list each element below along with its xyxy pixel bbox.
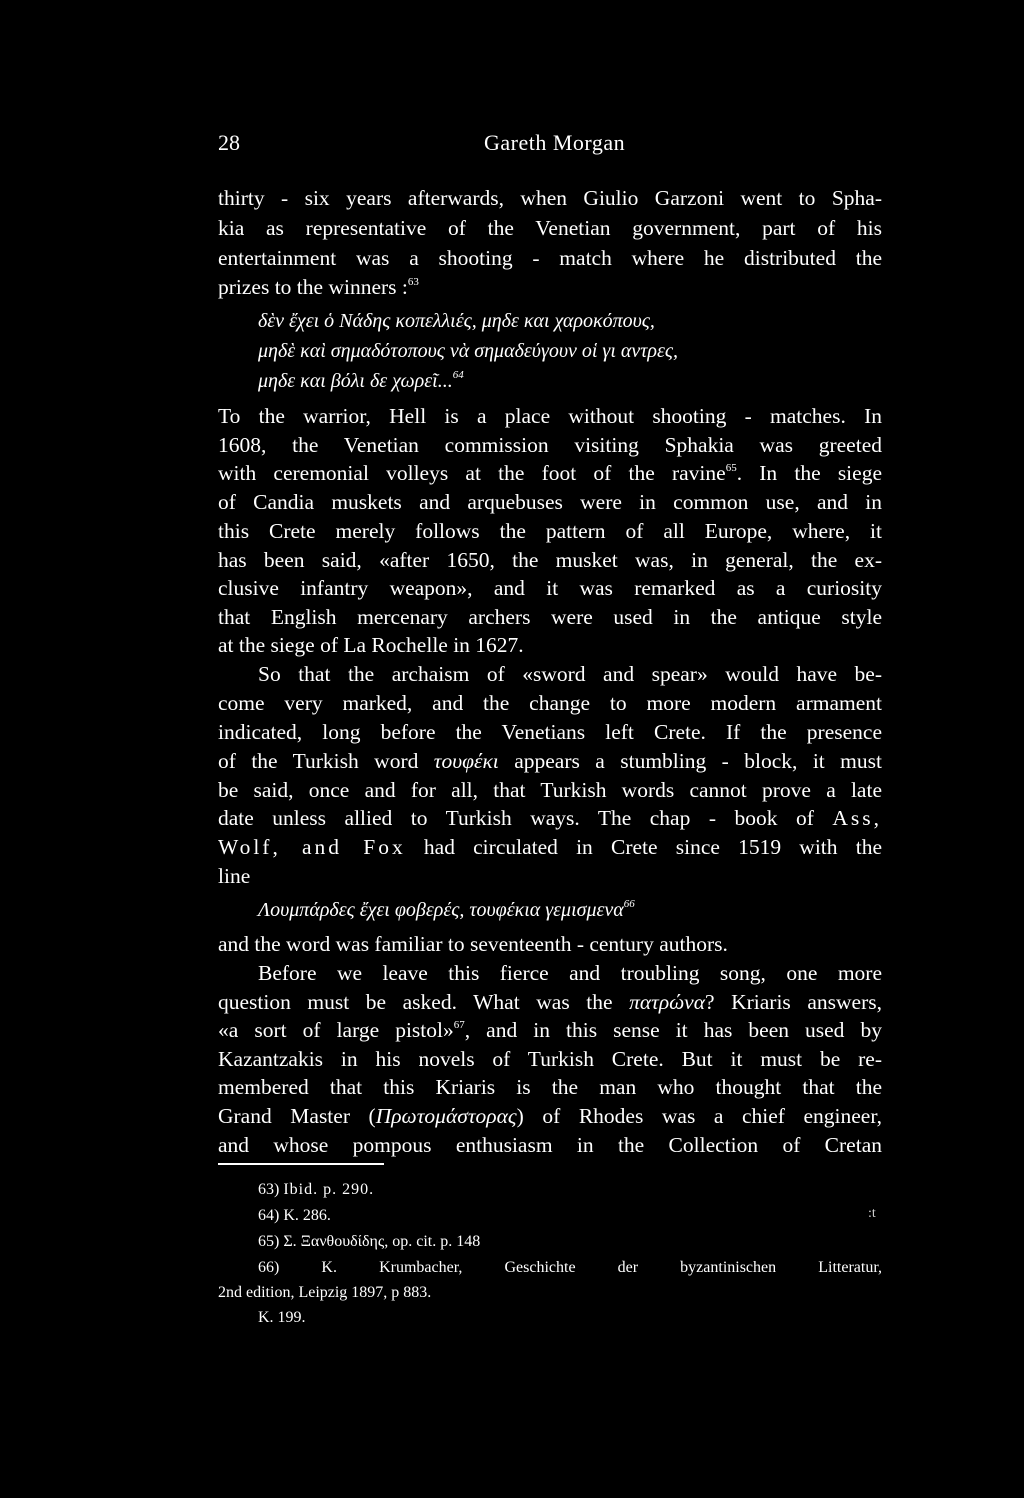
- text-line: So that the archaism of «sword and spear» would have be-: [258, 662, 882, 686]
- footnote-ref: 67: [453, 1019, 465, 1031]
- text-line: Wolf, and Fox had circulated in Crete since 1519 with the: [218, 835, 882, 859]
- verse-line: δὲν ἔχει ὁ Νάδης κοπελλιές, μηδε και χαροκόπους,: [258, 310, 655, 332]
- text-line: that English mercenary archers were used in the antique style: [218, 605, 882, 629]
- footnote: K. 199.: [258, 1309, 306, 1326]
- running-head: Gareth Morgan: [484, 130, 626, 155]
- verse-line: μηδὲ καὶ σημαδότοπους νὰ σημαδεύγουν οἱ γι αντρες,: [258, 340, 678, 362]
- text-line: membered that this Kriaris is the man who thought that the: [218, 1075, 882, 1099]
- footnote-ref: 63: [407, 276, 419, 288]
- text-line: and whose pompous enthusiasm in the Collection of Cretan: [218, 1133, 882, 1157]
- text-line: entertainment was a shooting - match where he distributed the: [218, 246, 882, 270]
- text-line: thirty - six years afterwards, when Giulio Garzoni went to Spha-: [218, 186, 882, 210]
- footnote: 66) K. Krumbacher, Geschichte der byzantinischen Litteratur,: [258, 1259, 883, 1276]
- footnote: 64) K. 286.: [258, 1207, 331, 1224]
- text-line: and the word was familiar to seventeenth - century authors.: [218, 932, 728, 956]
- text-line: To the warrior, Hell is a place without shooting - matches. In: [218, 404, 882, 428]
- text-line: come very marked, and the change to more modern armament: [218, 691, 882, 715]
- text-line: line: [218, 864, 251, 888]
- text-line: Kazantzakis in his novels of Turkish Crete. But it must be re-: [218, 1047, 882, 1071]
- text-line: Before we leave this fierce and troubling song, one more: [258, 961, 882, 985]
- verse-line: Λουμπάρδες ἔχει φοβερές, τουφέκια γεμισμενα$^{66}$: [258, 898, 635, 921]
- text-line: 1608, the Venetian commission visiting Sphakia was greeted: [218, 433, 882, 457]
- footnote-rule: [218, 1163, 384, 1165]
- text-line: this Crete merely follows the pattern of all Europe, where, it: [218, 519, 882, 543]
- text-line: question must be asked. What was the πατρώνα? Kriaris answers,: [218, 990, 882, 1014]
- text-line: Grand Master (Πρωτομάστορας) of Rhodes was a chief engineer,: [218, 1104, 882, 1128]
- text-line: indicated, long before the Venetians left Crete. If the presence: [218, 720, 882, 744]
- footnote-ref: 65: [725, 462, 737, 474]
- page-number: 28: [218, 130, 240, 155]
- verse-line: μηδε και βόλι δε χωρεῖ...$^{64}$: [258, 369, 464, 392]
- footnote: 63) Ibid. p. 290.: [258, 1181, 375, 1198]
- text-line: at the siege of La Rochelle in 1627.: [218, 633, 524, 657]
- text-line: «a sort of large pistol»$^{67}$, and in this sense it has been used by: [218, 1018, 882, 1042]
- text-line: has been said, «after 1650, the musket was, in general, the ex-: [218, 548, 882, 572]
- text-line: clusive infantry weapon», and it was remarked as a curiosity: [218, 576, 882, 600]
- text-line: with ceremonial volleys at the foot of the ravine$^{65}$. In the siege: [218, 461, 882, 485]
- text-line: be said, once and for all, that Turkish words cannot prove a late: [218, 778, 882, 802]
- page-header: [0, 130, 1024, 160]
- footnote-ref: 66: [623, 898, 635, 910]
- text-line: of the Turkish word τουφέκι appears a stumbling - block, it must: [218, 749, 882, 773]
- text-line: kia as representative of the Venetian government, part of his: [218, 216, 882, 240]
- text-line: prizes to the winners :$^{63}$: [218, 275, 419, 299]
- footnote: 65) Σ. Ξανθουδίδης, op. cit. p. 148: [258, 1233, 481, 1250]
- text-line: date unless allied to Turkish ways. The chap - book of Ass,: [218, 806, 882, 830]
- footnote-continuation: 2nd edition, Leipzig 1897, p 883.: [218, 1284, 432, 1301]
- margin-mark: :t: [868, 1206, 876, 1221]
- text-line: of Candia muskets and arquebuses were in common use, and in: [218, 490, 882, 514]
- footnote-ref: 64: [452, 369, 464, 381]
